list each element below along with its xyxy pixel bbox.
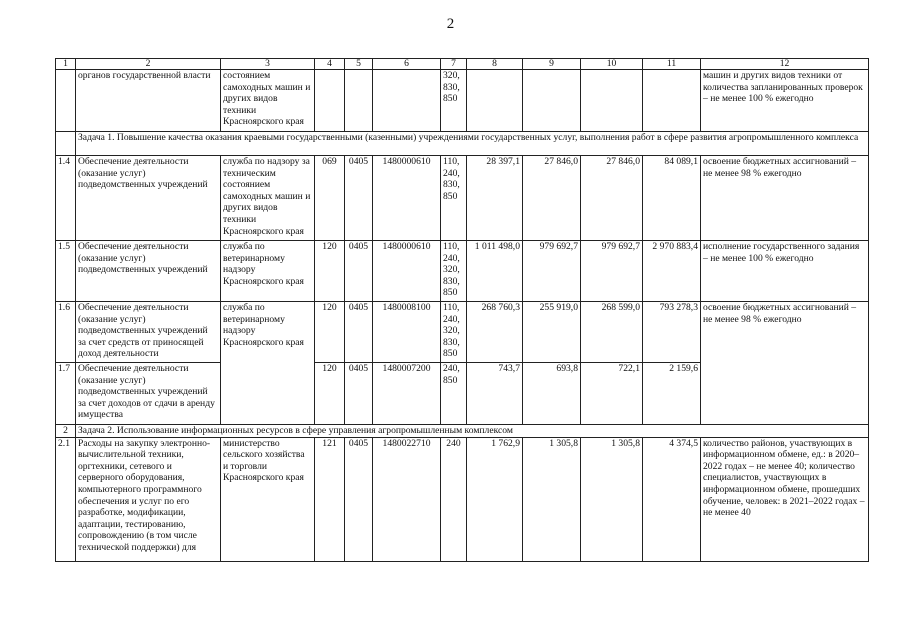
cell-2021: 1 305,8 [523,437,581,561]
cell-csr: 1480008100 [373,302,441,363]
cell-csr: 1480000610 [373,241,441,302]
column-number-row [56,59,869,70]
col-header: 6 [373,59,441,70]
task-row [56,425,869,438]
cell-result [701,363,869,425]
program-activities-table [55,58,869,562]
cell-rzpr: 0405 [345,156,373,241]
cell-executor: состоянием самоходных машин и других видов техники Красноярского края [221,70,315,132]
cell-name: органов государственной власти [76,70,221,132]
cell-vr: 240 [441,437,467,561]
cell-num: 1.4 [56,156,76,241]
cell-executor: служба по ветеринарному надзору Красноярского края [221,241,315,302]
col-header: 5 [345,59,373,70]
task-1-title: Задача 1. Повышение качества оказания краевыми государственными (казенными) учреждениями государственных услуг, выполнения работ в сфере развития агропромышленного комплекса [76,132,869,156]
cell-num: 1.5 [56,241,76,302]
cell-num: 2.1 [56,437,76,561]
cell-name: Обеспечение деятельности (оказание услуг) подведомственных учреждений за счет доходов от сдачи в аренду имущества [76,363,221,425]
cell-grbs: 120 [315,363,345,425]
col-header: 9 [523,59,581,70]
cell-2021: 255 919,0 [523,302,581,363]
cell-grbs: 069 [315,156,345,241]
col-header: 4 [315,59,345,70]
cell-name: Обеспечение деятельности (оказание услуг) подведомственных учреждений за счет средств от приносящей доход деятельности [76,302,221,363]
cell-vr: 110, 240, 320, 830, 850 [441,241,467,302]
cell-2021: 693,8 [523,363,581,425]
cell-total: 4 374,5 [643,437,701,561]
cell-2020: 743,7 [467,363,523,425]
cell-result: освоение бюджетных ассигнований – не менее 98 % ежегодно [701,302,869,363]
cell-2020: 28 397,1 [467,156,523,241]
cell-2021: 979 692,7 [523,241,581,302]
cell-total: 2 970 883,4 [643,241,701,302]
cell-name: Обеспечение деятельности (оказание услуг) подведомственных учреждений [76,156,221,241]
cell-vr: 110, 240, 830, 850 [441,156,467,241]
table-row [56,363,869,425]
cell-2022: 27 846,0 [581,156,643,241]
cell-2020: 1 011 498,0 [467,241,523,302]
cell-executor: министерство сельского хозяйства и торговли Красноярского края [221,437,315,561]
col-header: 11 [643,59,701,70]
cell-rzpr: 0405 [345,437,373,561]
cell-name: Расходы на закупку электронно-вычислительной техники, оргтехники, сетевого и серверного оборудования, компьютерного программного обеспечения и услуг по его разработке, модификации, адаптации, тестированию, сопровождению (в том числе технической поддержки) для [76,437,221,561]
cell-grbs: 120 [315,302,345,363]
col-header: 10 [581,59,643,70]
cell-rzpr: 0405 [345,363,373,425]
cell-vr: 320, 830, 850 [441,70,467,132]
table-row [56,241,869,302]
cell-result: освоение бюджетных ассигнований – не менее 98 % ежегодно [701,156,869,241]
col-header: 1 [56,59,76,70]
table-row [56,437,869,561]
cell-executor [221,363,315,425]
table-row [56,156,869,241]
table-row [56,302,869,363]
col-header: 3 [221,59,315,70]
col-header: 2 [76,59,221,70]
cell-total: 793 278,3 [643,302,701,363]
page-number: 2 [446,16,455,32]
col-header: 7 [441,59,467,70]
cell-grbs: 121 [315,437,345,561]
cell-name: Обеспечение деятельности (оказание услуг) подведомственных учреждений [76,241,221,302]
cell-csr: 1480000610 [373,156,441,241]
cell-executor: служба по ветеринарному надзору Красноярского края [221,302,315,363]
col-header: 12 [701,59,869,70]
cell-csr: 1480022710 [373,437,441,561]
cell-executor: служба по надзору за техническим состоянием самоходных машин и других видов техники Красноярского края [221,156,315,241]
cell-total: 2 159,6 [643,363,701,425]
cell-num: 1.6 [56,302,76,363]
cell-csr: 1480007200 [373,363,441,425]
cell-2022: 268 599,0 [581,302,643,363]
cell-2022: 722,1 [581,363,643,425]
cell-2022: 1 305,8 [581,437,643,561]
cell-result: количество районов, участвующих в информационном обмене, ед.: в 2020–2022 годах – не менее 40; количество специалистов, участвующих в информационном обмене, прошедших обучение, человек: в 2021–2022 годах – не менее 40 [701,437,869,561]
cell-2020: 1 762,9 [467,437,523,561]
cell-result: машин и других видов техники от количества запланированных проверок – не менее 100 % ежегодно [701,70,869,132]
task-row [56,132,869,156]
cell-rzpr: 0405 [345,241,373,302]
cell-2021: 27 846,0 [523,156,581,241]
cell-result: исполнение государственного задания – не менее 100 % ежегодно [701,241,869,302]
cell-total: 84 089,1 [643,156,701,241]
cell-vr: 110, 240, 320, 830, 850 [441,302,467,363]
task-2-num: 2 [56,425,76,438]
table-row [56,70,869,132]
cell-num: 1.7 [56,363,76,425]
cell-2022: 979 692,7 [581,241,643,302]
task-2-title: Задача 2. Использование информационных ресурсов в сфере управления агропромышленным комплексом [76,425,869,438]
cell-2020: 268 760,3 [467,302,523,363]
cell-rzpr: 0405 [345,302,373,363]
cell-vr: 240, 850 [441,363,467,425]
cell-grbs: 120 [315,241,345,302]
col-header: 8 [467,59,523,70]
